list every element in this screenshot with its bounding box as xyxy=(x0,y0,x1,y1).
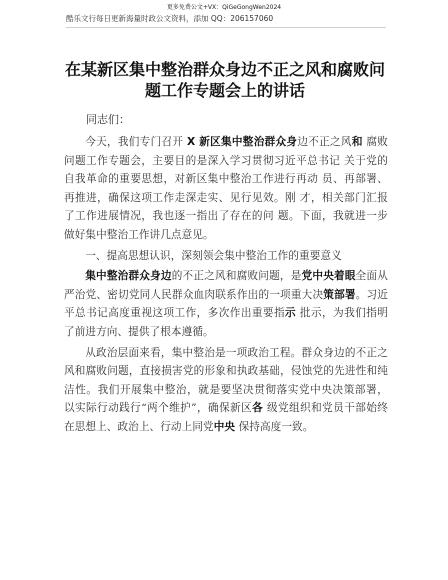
speech-title: 在某新区集中整治群众身边不正之风和腐败问题工作专题会上的讲话 xyxy=(64,60,385,100)
text-run: 边不正之风 xyxy=(297,136,352,148)
bold-run: X 新区集中整治群众身 xyxy=(186,136,298,148)
text-run: 保持高度一致。 xyxy=(235,420,314,433)
text-run: 从政治层面来看，集中整治是一项政治工程。群众身边的不正之风和腐败问题，直接损害党的形象和执政基础，侵蚀党的先进性和纯洁性。我们开展集中整治，就是要坚决贯彻落实党中央决策部署， 以实际行动践行“两个维护”，确保新区 xyxy=(64,346,388,415)
text-run: 腐败问题工作专题会，主要目的是深入学习贯彻习近平总书记 关于党的自我革命的重要思想，对新区集中整治工作进行再动 员、再部署、再推进，确保这项工作走深走实、见行见效。刚 才，相关部门汇报了工作进展情况，我也逐一指出了存在的问 题。下面，我就进一步做好集中整治工作讲几点意见。 xyxy=(64,136,388,241)
header-divider xyxy=(66,27,386,28)
header-notice: 酷乐文行每日更新海量时政公文资料，添加 QQ：206157060 xyxy=(66,14,274,23)
speech-body xyxy=(64,133,388,439)
top-banner: 更多免费公文+VX：QiGeGongWen2024 xyxy=(166,4,282,11)
bold-run: 各 xyxy=(252,402,264,415)
text-run: 今天，我们专门召开 xyxy=(85,136,187,148)
salutation: 同志们： xyxy=(86,113,130,126)
paragraph-3 xyxy=(64,344,388,437)
bold-run: 党中央着眼 xyxy=(301,270,356,283)
bold-run: 示 xyxy=(285,307,297,320)
bold-run: 和 xyxy=(351,136,363,148)
paragraph-intro xyxy=(64,133,388,245)
text-run: 。习近平总书记高度重视这项工作，多次作出重要指 xyxy=(64,288,388,320)
paragraph-2 xyxy=(64,267,388,341)
text-run: ，是 xyxy=(279,270,302,283)
text-run: 全面从严治党、密切党同人民群众血肉联系作出的一项重大决 xyxy=(64,270,388,301)
text-run: 的不正之风和腐败问题 xyxy=(171,270,280,283)
bold-run: 集中整治群众身边 xyxy=(85,270,172,283)
bold-run: 策部署 xyxy=(323,288,356,301)
text-run: 级党组织和党员干部始终在思想上、政治上、行动上同党 xyxy=(64,402,388,433)
text-run: 批示，为我们指明了前进方向、提供了根本遵循。 xyxy=(64,307,388,338)
bold-run: 中央 xyxy=(213,420,236,433)
section-heading-1: 一、提高思想认识，深刻领会集中整治工作的重要意义 xyxy=(85,249,342,262)
